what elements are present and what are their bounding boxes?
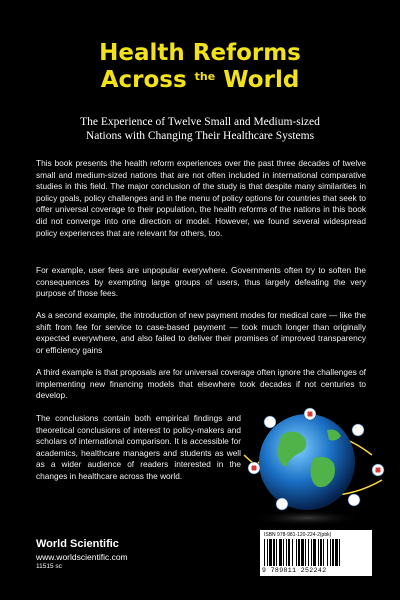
barcode-bar [283, 539, 284, 566]
barcode-bar [335, 539, 338, 566]
barcode-bar [279, 539, 282, 566]
barcode-bar [286, 539, 287, 566]
blurb-paragraph-3: As a second example, the introduction of new payment modes for medical care — like the shift from fee for service to case-based payment — took much longer than originally expected everywhere, and also failed to deliver their promises of improved transparency or efficiency gains [36, 310, 366, 355]
blurb-paragraph-1: This book presents the health reform experiences over the past three decades of twelve small and medium-sized nations that are not often included in international comparative studies in this field. The major conclusion of the study is that despite many similarities in policy goals, policy challenges and in the menu of policy options for countries that seek to offer universal coverage to their population, the health reforms of the nations in this book did not converge into one direction or model. However, we found several widespread policy experiences that are relevant for others, too. [36, 158, 366, 238]
barcode-bar [276, 539, 277, 566]
barcode-bar [264, 539, 265, 566]
title-world: World [223, 67, 300, 93]
book-title [0, 40, 400, 97]
barcode-bar [327, 539, 328, 566]
title-line-2 [0, 67, 400, 97]
barcode-bar [330, 539, 331, 566]
barcode-bar [298, 539, 300, 566]
publisher-code: 11515 sc [36, 563, 62, 570]
book-subtitle: The Experience of Twelve Small and Medium-sized Nations with Changing Their Healthcare Systems [80, 116, 320, 142]
barcode-bar [273, 539, 275, 566]
barcode-digits: 9 789811 252242 [262, 567, 327, 574]
blurb-paragraph-4: A third example is that proposals are for universal coverage often ignore the challenges of implementing new financing models that elsewhere took decades if not centuries to develop. [36, 367, 366, 401]
publisher-url: www.worldscientific.com [36, 552, 128, 562]
title-the: the [194, 70, 216, 83]
barcode-bar [292, 539, 293, 566]
globe-icon [232, 400, 400, 530]
blurb-paragraph-2: For example, user fees are unpopular everywhere. Governments often try to soften the consequences by exempting large groups of users, thus largely defeating the very purpose of those fees. [36, 265, 366, 299]
blurb-paragraph-5: The conclusions contain both empirical findings and theoretical conclusions of interest to policy-makers and scholars of international comparison. It is accessible for academics, healthcare managers and students as well as a wider audience of readers interested in the changes in healthcare across the world. [36, 413, 241, 481]
barcode-bar [313, 539, 316, 566]
barcode-bar [269, 539, 272, 566]
barcode [260, 530, 372, 576]
barcode-bar [332, 539, 334, 566]
barcode-bar [339, 539, 340, 566]
barcode-bar [288, 539, 290, 566]
barcode-bar [318, 539, 319, 566]
barcode-bar [311, 539, 312, 566]
barcode-bar [301, 539, 304, 566]
barcode-bars [264, 539, 368, 566]
title-across: Across [100, 67, 187, 93]
title-line-1: Health Reforms [99, 40, 301, 66]
barcode-bar [267, 539, 268, 566]
barcode-bar [305, 539, 306, 566]
barcode-bar [308, 539, 309, 566]
isbn-label: ISBN 978-981-120-224-2(pbk) [264, 532, 332, 538]
publisher-name: World Scientific [36, 538, 119, 550]
barcode-bar [323, 539, 324, 566]
barcode-bar [320, 539, 322, 566]
barcode-bar [296, 539, 297, 566]
